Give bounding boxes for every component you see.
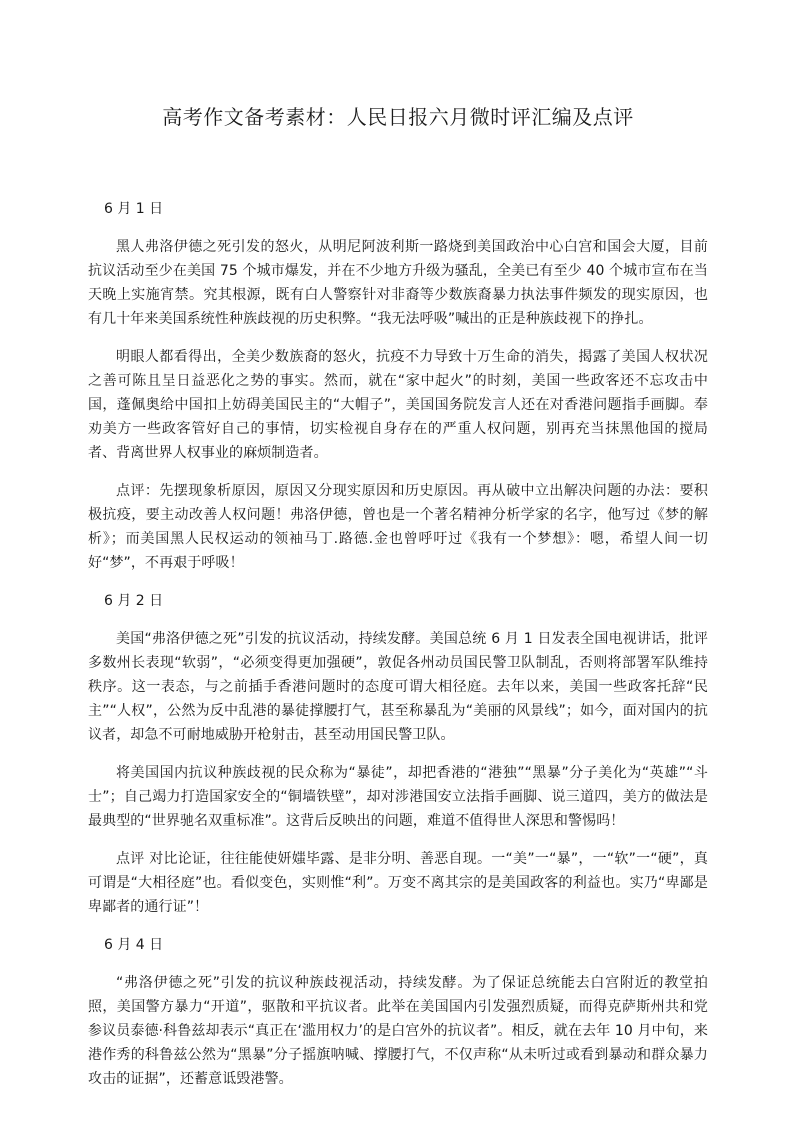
commentary-paragraph: 点评：先摆现象析原因，原因又分现实原因和历史原因。再从破中立出解决问题的办法：要积极抗疫，要主动改善人权问题！弗洛伊德，曾也是一个著名精神分析学家的名字，他写过《梦的解析》；而美国黑人民权运动的领袖马丁.路德.金也曾呼吁过《我有一个梦想》：嗯，希望人间一切好“梦”，不再艰于呼吸！ <box>88 483 708 571</box>
date-heading: 6 月 4 日 <box>104 937 164 953</box>
paragraph: 明眼人都看得出，全美少数族裔的怒火，抗疫不力导致十万生命的消失，揭露了美国人权状况之善可陈且呈日益恶化之势的事实。然而，就在“家中起火”的时刻，美国一些政客还不忘攻击中国，蓬佩奥给中国扣上妨碍美国民主的“大帽子”，美国国务院发言人还在对香港问题指手画脚。奉劝美方一些政客管好自己的事情，切实检视自身存在的严重人权问题，别再充当抹黑他国的搅局者、背离世界人权事业的麻烦制造者。 <box>88 349 708 461</box>
paragraph: “弗洛伊德之死”引发的抗议种族歧视活动，持续发酵。为了保证总统能去白宫附近的教堂拍照，美国警方暴力“开道”，驱散和平抗议者。此举在美国国内引发强烈质疑，而得克萨斯州共和党参议员泰德·科鲁兹却表示“真正在‘滥用权力’的是白宫外的抗议者”。相反，就在去年 10 月中旬，来港作秀的科鲁兹公然为“黑暴”分子摇旗呐喊、撑腰打气，不仅声称“从未听过或看到暴动和群众暴力攻击的证据”，还蓄意诋毁港警。 <box>88 975 708 1087</box>
commentary-paragraph: 点评 对比论证，往往能使妍媸毕露、是非分明、善恶自现。一“美”一“暴”，一“软”一“硬”，真可谓是“大相径庭”也。看似变色，实则惟“利”。万变不离其宗的是美国政客的利益也。实乃“卑鄙是卑鄙者的通行证”！ <box>88 851 708 915</box>
date-heading: 6 月 1 日 <box>104 201 164 217</box>
section-june-1 <box>88 197 708 575</box>
date-heading: 6 月 2 日 <box>104 593 164 609</box>
section-june-2 <box>88 589 708 919</box>
paragraph: 将美国国内抗议种族歧视的民众称为“暴徒”，却把香港的“港独”“黑暴”分子美化为“英雄”“斗士”；自己竭力打造国家安全的“铜墙铁壁”，却对涉港国安立法指手画脚、说三道四，美方的做法是最典型的“世界驰名双重标准”。这背后反映出的问题，难道不值得世人深思和警惕吗！ <box>88 765 708 829</box>
paragraph: 黑人弗洛伊德之死引发的怒火，从明尼阿波利斯一路烧到美国政治中心白宫和国会大厦，目前抗议活动至少在美国 75 个城市爆发，并在不少地方升级为骚乱，全美已有至少 40 个城市宣布在当天晚上实施宵禁。究其根源，既有白人警察针对非裔等少数族裔暴力执法事件频发的现实原因，也有几十年来美国系统性种族歧视的历史积弊。“我无法呼吸”喊出的正是种族歧视下的挣扎。 <box>88 239 708 327</box>
document-title: 高考作文备考素材：人民日报六月微时评汇编及点评 <box>162 105 634 129</box>
paragraph: 美国“弗洛伊德之死”引发的抗议活动，持续发酵。美国总统 6 月 1 日发表全国电视讲话，批评多数州长表现“软弱”，“必须变得更加强硬”，敦促各州动员国民警卫队制乱，否则将部署军队维持秩序。这一表态，与之前插手香港问题时的态度可谓大相径庭。去年以来，美国一些政客托辞“民主”“人权”，公然为反中乱港的暴徒撑腰打气，甚至称暴乱为“美丽的风景线”；如今，面对国内的抗议者，却急不可耐地威胁开枪射击，甚至动用国民警卫队。 <box>88 631 708 743</box>
section-june-4 <box>88 933 708 1091</box>
